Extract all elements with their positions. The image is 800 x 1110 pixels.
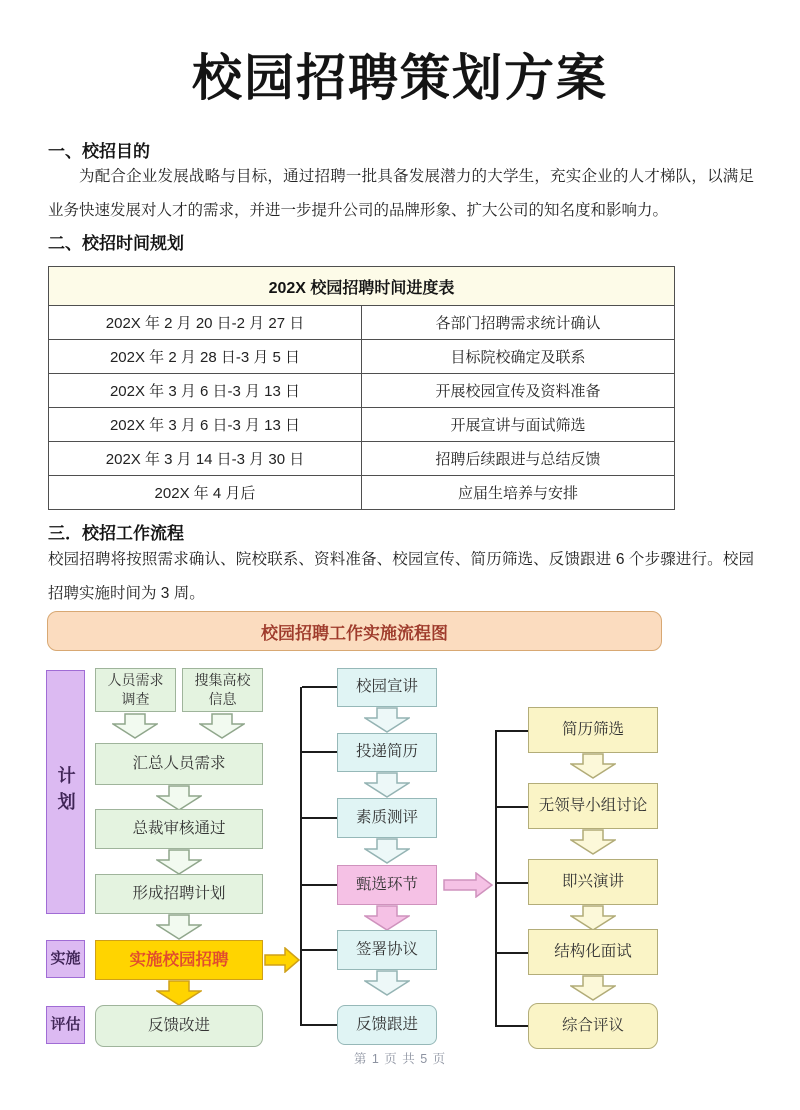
flow-box-feedback-improve: 反馈改进 [95, 1005, 263, 1047]
page-title: 校园招聘策划方案 [192, 50, 608, 106]
section-1-paragraph: 为配合企业发展战略与目标，通过招聘一批具备发展潜力的大学生，充实企业的人才梯队，以满足业务快速发展对人才的需求，并进一步提升公司的品牌形象、扩大公司的知名度和影响力。 [48, 168, 754, 219]
period-cell: 202X 年 2 月 20 日-2 月 27 日 [49, 306, 362, 340]
page-footer: 第 1 页 共 5 页 [353, 1052, 447, 1066]
flow-box-submit-resume: 投递简历 [337, 733, 437, 772]
period-cell: 202X 年 4 月后 [49, 476, 362, 510]
bracket-stub [302, 751, 337, 753]
down-arrow-icon [199, 713, 245, 739]
bracket-stub [302, 817, 337, 819]
flowchart-banner: 校园招聘工作实施流程图 [47, 611, 662, 651]
down-arrow-icon [156, 849, 202, 875]
table-row [49, 306, 675, 340]
down-arrow-icon [570, 829, 616, 855]
down-arrow-icon [156, 914, 202, 940]
down-arrow-icon [112, 713, 158, 739]
task-cell: 开展宣讲与面试筛选 [362, 408, 675, 442]
right-bracket-line [495, 730, 497, 1027]
flow-box-implement-campus-recruiting: 实施校园招聘 [95, 940, 263, 980]
table-row [49, 340, 675, 374]
flow-box-ceo-approval: 总裁审核通过 [95, 809, 263, 849]
phase-implement-box: 实施 [46, 940, 85, 978]
bracket-stub [497, 730, 528, 732]
flow-box-resume-screening: 简历筛选 [528, 707, 658, 753]
down-arrow-icon [364, 772, 410, 798]
down-arrow-icon [364, 970, 410, 996]
table-row [49, 442, 675, 476]
flow-box-sign-agreement: 签署协议 [337, 930, 437, 970]
flow-box-leaderless-group-discussion: 无领导小组讨论 [528, 783, 658, 829]
flow-box-summarize-demand: 汇总人员需求 [95, 743, 263, 785]
bracket-stub [302, 949, 337, 951]
flow-box-quality-assessment: 素质测评 [337, 798, 437, 838]
bracket-stub [302, 1024, 337, 1026]
down-arrow-icon [570, 905, 616, 931]
table-row [49, 374, 675, 408]
task-cell: 开展校园宣传及资料准备 [362, 374, 675, 408]
schedule-table-title-row [49, 267, 675, 306]
flow-box-comprehensive-evaluation: 综合评议 [528, 1003, 658, 1049]
phase-evaluate-box: 评估 [46, 1006, 85, 1044]
task-cell: 招聘后续跟进与总结反馈 [362, 442, 675, 476]
down-arrow-icon [570, 753, 616, 779]
section-3-paragraph: 校园招聘将按照需求确认、院校联系、资料准备、校园宣传、简历筛选、反馈跟进 6 个步骤进行。校园招聘实施时间为 3 周。 [48, 551, 754, 602]
section-3-heading: 三．校招工作流程 [48, 524, 184, 543]
period-cell: 202X 年 3 月 6 日-3 月 13 日 [49, 374, 362, 408]
down-arrow-icon [570, 975, 616, 1001]
schedule-table-title: 202X 校园招聘时间进度表 [49, 267, 675, 306]
flow-box-impromptu-speech: 即兴演讲 [528, 859, 658, 905]
flow-box-feedback-followup: 反馈跟进 [337, 1005, 437, 1045]
table-row [49, 408, 675, 442]
flow-box-form-recruit-plan: 形成招聘计划 [95, 874, 263, 914]
schedule-table [48, 266, 675, 510]
phase-plan-bar: 计划 [46, 670, 85, 914]
bracket-stub [497, 882, 528, 884]
task-cell: 目标院校确定及联系 [362, 340, 675, 374]
down-arrow-icon [156, 980, 202, 1006]
bracket-stub [497, 952, 528, 954]
flow-box-collect-college-info: 搜集高校信息 [182, 668, 263, 712]
down-arrow-icon [364, 838, 410, 864]
flow-box-selection-stage: 甄选环节 [337, 865, 437, 905]
middle-bracket-line [300, 687, 302, 1026]
task-cell: 应届生培养与安排 [362, 476, 675, 510]
section-1-heading: 一、校招目的 [48, 142, 150, 161]
bracket-stub [497, 806, 528, 808]
bracket-stub [302, 884, 337, 886]
period-cell: 202X 年 3 月 14 日-3 月 30 日 [49, 442, 362, 476]
period-cell: 202X 年 3 月 6 日-3 月 13 日 [49, 408, 362, 442]
down-arrow-icon [364, 905, 410, 931]
right-arrow-icon [264, 947, 300, 973]
bracket-stub [497, 1025, 528, 1027]
bracket-stub [302, 686, 337, 688]
flow-box-campus-presentation: 校园宣讲 [337, 668, 437, 707]
period-cell: 202X 年 2 月 28 日-3 月 5 日 [49, 340, 362, 374]
section-2-heading: 二、校招时间规划 [48, 234, 184, 253]
down-arrow-icon [156, 785, 202, 811]
flow-box-staff-demand-survey: 人员需求调查 [95, 668, 176, 712]
right-arrow-icon [443, 872, 493, 898]
table-row [49, 476, 675, 510]
flow-box-structured-interview: 结构化面试 [528, 929, 658, 975]
down-arrow-icon [364, 707, 410, 733]
task-cell: 各部门招聘需求统计确认 [362, 306, 675, 340]
flowchart [0, 660, 800, 1060]
